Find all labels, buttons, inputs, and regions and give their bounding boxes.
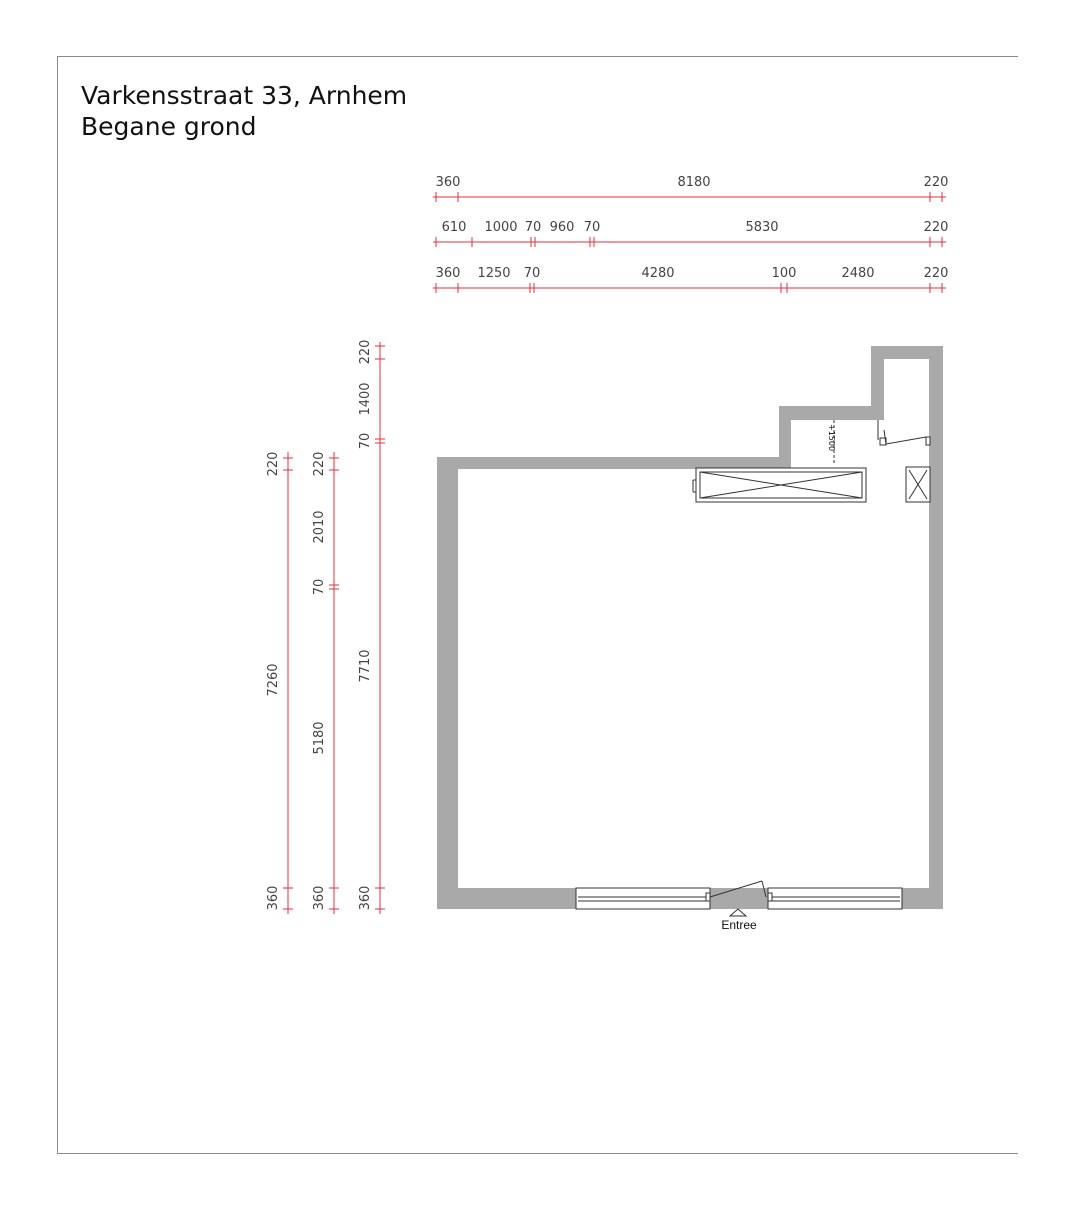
dim-label: 7710	[358, 649, 373, 683]
dim-label: 610	[441, 220, 467, 235]
dim-label: 8180	[677, 175, 711, 190]
horizontal-dimension-labels	[436, 175, 949, 281]
dim-label: 360	[266, 885, 281, 911]
floor-label: Begane grond	[81, 112, 257, 141]
vertical-dimensions	[283, 339, 385, 914]
dim-label: 960	[549, 220, 575, 235]
dim-label: 5180	[312, 721, 327, 755]
dim-label: 7260	[266, 663, 281, 697]
dim-label: 70	[524, 220, 542, 235]
exterior-wall	[437, 346, 943, 909]
dim-label: 220	[266, 451, 281, 477]
dim-label: 220	[312, 451, 327, 477]
dim-label: 70	[358, 432, 373, 450]
dim-label: 360	[435, 175, 461, 190]
dim-label: 70	[312, 578, 327, 596]
dim-label: 360	[435, 266, 461, 281]
dim-label: 4280	[641, 266, 675, 281]
dim-label: 220	[358, 339, 373, 365]
dim-label: 220	[923, 220, 949, 235]
dim-label: 1400	[358, 382, 373, 416]
dim-label: 2480	[841, 266, 875, 281]
height-mark: +1500	[827, 424, 836, 452]
dim-label: 2010	[312, 510, 327, 544]
dim-label: 220	[923, 175, 949, 190]
dim-label: 70	[523, 266, 541, 281]
window-left	[576, 888, 710, 909]
entrance-arrow-icon	[730, 909, 746, 916]
entrance-label: Entree	[721, 918, 757, 932]
window-right	[768, 888, 902, 909]
dim-label: 360	[358, 885, 373, 911]
walls	[437, 346, 943, 909]
dim-label: 1250	[477, 266, 511, 281]
address-label: Varkensstraat 33, Arnhem	[81, 81, 408, 110]
dim-label: 220	[923, 266, 949, 281]
dim-label: 360	[312, 885, 327, 911]
dim-label: 5830	[745, 220, 779, 235]
vertical-dimension-labels	[266, 340, 373, 911]
dim-label: 70	[583, 220, 601, 235]
dim-label: 1000	[484, 220, 518, 235]
dim-label: 100	[771, 266, 797, 281]
